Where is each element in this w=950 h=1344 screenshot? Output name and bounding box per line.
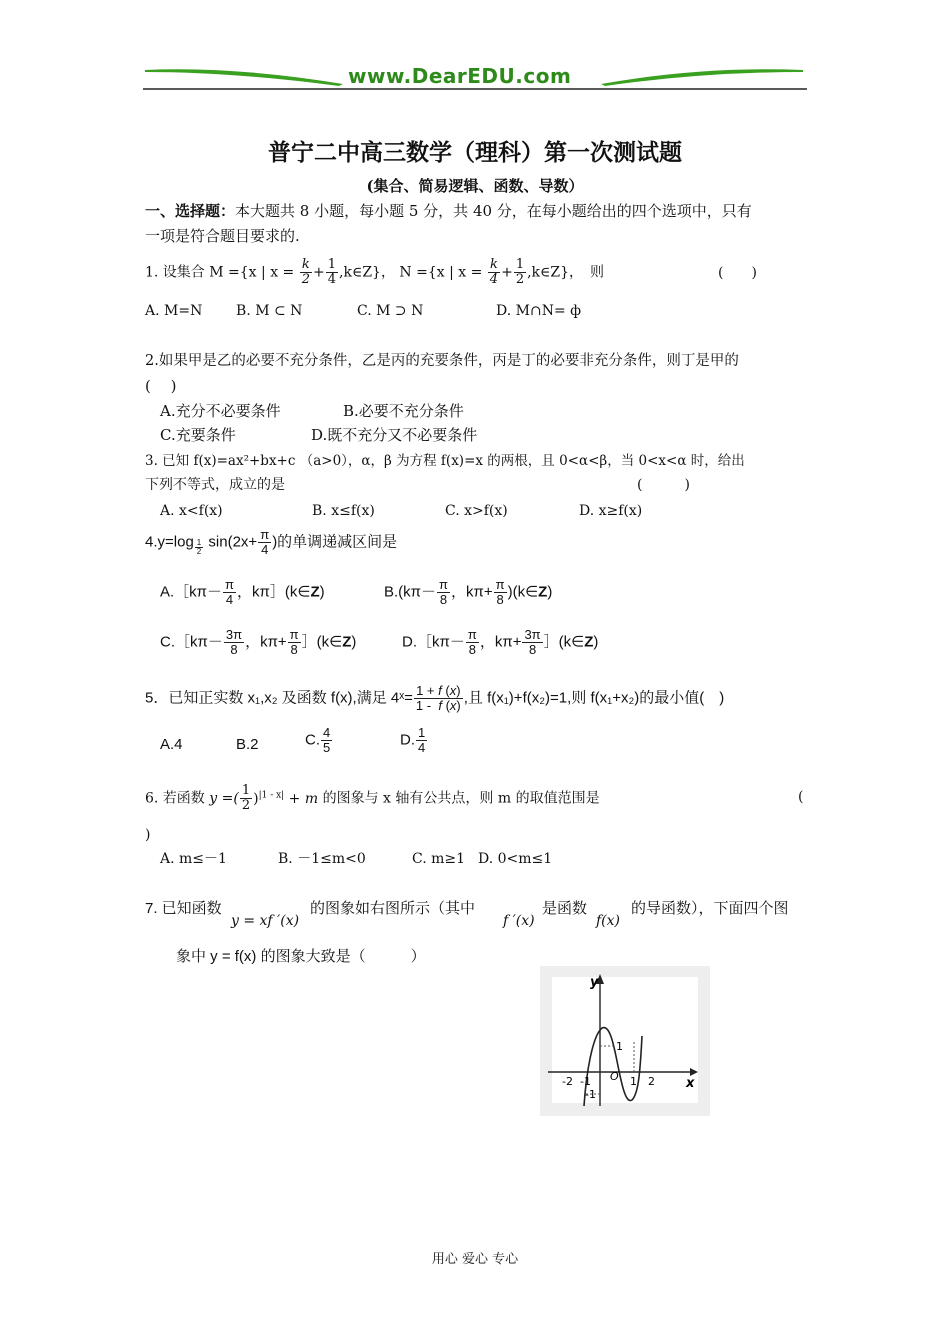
q1-option-d: D. M∩N= ф [496,303,582,319]
q7-fprime: f ′(x) [503,913,535,929]
tick-ym1: -1 [585,1088,596,1101]
frac-3pi-8: $\frac{3\pi}{8}$ [524,627,541,657]
page-title: 普宁二中高三数学（理科）第一次测试题 [268,139,682,166]
section-heading: 一、选择题： [145,202,236,220]
close-paren: ) [593,633,599,651]
q1-paren: ( ) [718,265,757,281]
q3-option-b: B. x≤f(x) [312,503,375,519]
q6-paren-close: ) [145,827,151,843]
q3-option-c: C. x>f(x) [445,503,508,519]
close-paren: ) [319,583,325,601]
question-2: 2.如果甲是乙的必要不充分条件，乙是丙的充要条件，丙是丁的必要非充分条件，则丁是甲的 [145,353,739,369]
tick-y1: 1 [616,1040,623,1053]
close-paren: ) [547,583,553,601]
q4-option-b [384,578,552,607]
question-3: 3. 已知 f(x)=ax²+bx+c （a>0），α，β 为方程 f(x)=x 的两根，且 0<α<β，当 0<x<α 时，给出 [145,453,745,469]
frac-pi-4: $\frac{\pi}{4}$ [225,577,235,607]
q7-fx: f(x) [596,913,621,929]
q1-tail2: ,k∈Z}， 则 [527,264,605,281]
q6-formula-close: )$^{|1 - x|}$ + m [253,790,319,807]
q4-c-text: C.［kπ－ [160,633,223,651]
section-intro-text: 本大题共 8 小题，每小题 5 分，共 40 分，在每小题给出的四个选项中，只有 [235,202,752,220]
page-subtitle: (集合、简易逻辑、函数、导数） [366,177,584,195]
frac-pi-4: $\frac{\pi}{4}$ [260,527,270,557]
x-label: x [686,1076,695,1091]
q2-option-d: D.既不充分又不必要条件 [311,426,478,444]
frac-k-4: $\frac{k}{4}$ [489,257,499,287]
frac-1-2: $\frac{1}{2}$ [241,783,251,814]
question-7 [145,898,222,920]
x-axis-arrow [690,1068,698,1076]
tick-neg1: -1 [580,1075,591,1088]
q4-option-d [402,628,598,657]
q7-func: y = xf ′(x) [231,913,300,929]
frac-pi-8: $\frac{\pi}{8}$ [467,627,477,657]
header-logo [143,62,807,92]
graph-svg [540,966,710,1116]
z-symbol: Z [584,633,594,651]
y-label: y [590,975,599,990]
frac-k-2: $\frac{k}{2}$ [301,257,311,287]
z-symbol: Z [310,583,320,601]
log-base-half: $\frac{1}{2}$ [196,538,202,557]
q5-option-c [305,726,333,755]
q2-option-c: C.充要条件 [160,426,236,444]
q5-lead: 5．已知正实数 x₁,x₂ 及函数 f(x),满足 4ˣ= [145,689,413,707]
q5-option-b: B.2 [236,736,259,753]
q4-lead: 4.y=log [145,533,194,551]
tick-1: 1 [630,1075,637,1088]
frac-pi-8: $\frac{\pi}{8}$ [439,577,449,607]
frac-3pi-8: $\frac{3\pi}{8}$ [225,627,243,657]
q4-a-text: A.［kπ－ [160,583,223,601]
q5-option-a: A.4 [160,736,183,753]
q7-mid2: 是函数 [542,900,588,917]
q4-d-text3: ］(k∈ [543,633,585,651]
q1-tail1: ,k∈Z}， N ={x | x = [339,264,483,281]
q4-b-text: B.(kπ－ [384,583,437,601]
frac-pi-8: $\frac{\pi}{8}$ [289,627,299,657]
section-intro [145,200,752,222]
question-5 [145,684,724,713]
tick-2: 2 [648,1075,655,1088]
q6-tail: 的图象与 x 轴有公共点，则 m 的取值范围是 [322,790,600,807]
close-paren: ) [351,633,357,651]
q7-lead: 7. 已知函数 [145,900,222,917]
q4-c-text2: ，kπ+ [245,633,287,651]
q3-paren: ( ) [637,477,690,493]
frac-1-4: $\frac{1}{4}$ [418,725,426,755]
q7-graph [540,966,710,1116]
q7-line2: 象中 y = f(x) 的图象大致是（ ） [176,948,426,965]
q5-d-label: D. [400,731,415,749]
q1-option-b: B. M ⊂ N [236,303,303,319]
q3-option-a: A. x<f(x) [160,503,223,519]
logo-text: www.DearEDU.com [348,64,572,88]
q1-plus: + [313,264,325,281]
frac-pi-8: $\frac{\pi}{8}$ [495,577,505,607]
q4-b-text3: )(k∈ [507,583,539,601]
q3-line2: 下列不等式，成立的是 [145,477,285,493]
q6-lead: 6. 若函数 [145,790,205,807]
q7-tail: 的导函数），下面四个图 [631,900,789,917]
q2-option-b: B.必要不充分条件 [343,402,464,420]
frac-1-4: $\frac{1}{4}$ [327,257,337,287]
q6-option-a: A. m≤－1 [160,851,227,867]
q7-mid: 的图象如右图所示（其中 [310,900,476,917]
q6-option-b: B. －1≤m<0 [278,851,366,867]
question-1: 1. 设集合 M ={x | x = $\frac{k}{2}$ + $\frac{1}{4}$ ,k∈Z}， N ={x | x = $\frac{k}{4}$ + $\frac{1}{2}$ ,k∈Z}， 则 [145,257,605,287]
frac-1-2: $\frac{1}{2}$ [515,257,525,287]
q2-option-a: A.充分不必要条件 [160,402,281,420]
q1-option-c: C. M ⊃ N [357,303,424,319]
page-footer: 用心 爱心 专心 [431,1252,519,1267]
q2-paren: ( ) [145,377,177,395]
q4-d-text: D.［kπ－ [402,633,465,651]
q1-option-a: A. M=N [145,303,203,319]
q6-option-c: C. m≥1 [412,851,466,867]
q4-b-text2: ，kπ+ [451,583,493,601]
q1-lead: 1. 设集合 M ={x | x = [145,264,295,281]
q6-paren-open: ( [798,789,804,805]
q4-mid: sin(2x+ [208,533,258,551]
section-intro-line2: 一项是符合题目要求的. [145,227,300,245]
q6-formula: y =( [209,790,239,807]
frac-4-5: $\frac{4}{5}$ [323,725,331,755]
q5-tail: ,且 f(x₁)+f(x₂)=1,则 f(x₁+x₂)的最小值( ) [463,689,725,707]
tick-neg2: -2 [562,1075,573,1088]
question-6 [145,784,600,813]
question-4 [145,528,397,557]
q5-option-d [400,726,428,755]
q5-c-label: C. [305,731,320,749]
graph-watermark [545,970,705,1110]
q4-option-c [160,628,356,657]
q4-c-text3: ］(k∈ [301,633,343,651]
tick-origin: O [610,1070,619,1083]
q4-tail: )的单调递减区间是 [272,533,398,551]
z-symbol: Z [342,633,352,651]
z-symbol: Z [538,583,548,601]
q4-a-text2: ，kπ］(k∈ [237,583,311,601]
q4-option-a [160,578,325,607]
q4-d-text2: ，kπ+ [479,633,522,651]
q3-option-d: D. x≥f(x) [579,503,643,519]
q6-option-d: D. 0<m≤1 [478,851,553,867]
frac-1pf-1mf: $\frac{1 + f (x)}{1 - f (x)}$ [415,683,461,713]
